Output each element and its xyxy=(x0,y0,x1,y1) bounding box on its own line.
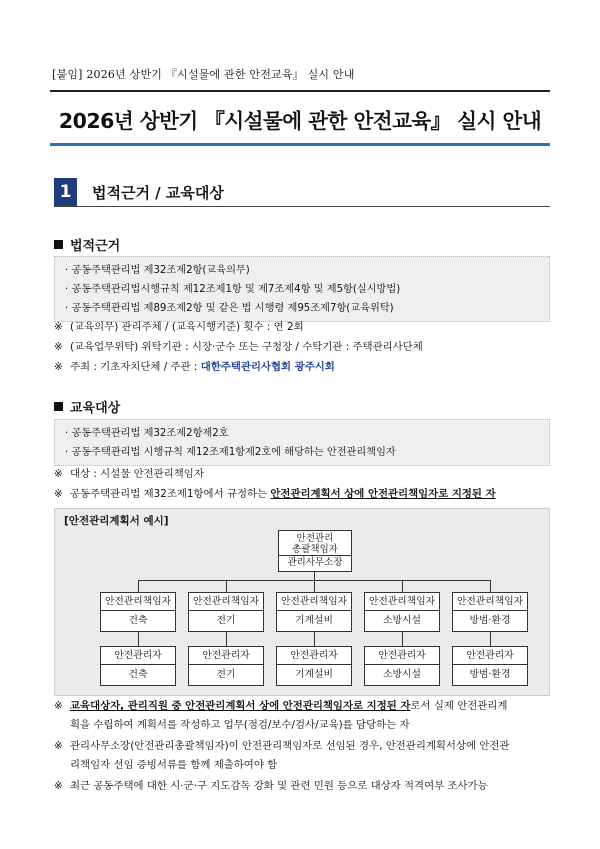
staff-box: 안전관리자 기계설비 xyxy=(276,646,352,686)
list-item: · 공동주택관리법 제32조제2항제2호 xyxy=(65,428,229,439)
staff-box: 안전관리자 건축 xyxy=(100,646,176,686)
org-chart-title: [안전관리계획서 예시] xyxy=(64,515,169,527)
reference-mark-icon: ※ xyxy=(54,740,63,752)
footnote-1: ※ 교육대상자, 관리직원 중 안전관리계획서 상에 안전관리책임자로 지정된 자로서 실제 안전관리계 xyxy=(54,697,554,716)
highlighted-text: 교육대상자, 관리직원 중 안전관리계획서 상에 안전관리책임자로 지정된 자 xyxy=(70,700,411,712)
footnote-3: ※ 최근 공동주택에 대한 시·군·구 지도감독 강화 및 관련 민원 등으로 대상자 적격여부 조사가능 xyxy=(54,777,554,796)
list-item: · 공동주택관리법시행규칙 제12조제1항 및 제7조제4항 및 제5항(실시방법) xyxy=(65,284,401,295)
connector-line xyxy=(402,632,403,646)
footnote-2-cont: 리책임자 선임 증빙서류를 함께 제출하여야 함 xyxy=(70,759,278,771)
connector-line xyxy=(138,632,139,646)
section-rule xyxy=(54,206,550,207)
square-bullet-icon xyxy=(54,402,63,411)
staff-box: 안전관리자 방범·환경 xyxy=(452,646,528,686)
section-number: 1 xyxy=(54,178,77,206)
connector-line xyxy=(226,632,227,646)
connector-line xyxy=(490,580,491,592)
connector-line xyxy=(314,580,315,592)
reference-mark-icon: ※ xyxy=(54,361,63,373)
connector-line xyxy=(314,572,315,580)
connector-line xyxy=(226,580,227,592)
list-item: · 공동주택관리법 제89조제2항 및 같은 법 시행령 제95조제7항(교육위탁) xyxy=(65,303,394,314)
list-item: · 공동주택관리법 제32조제2항(교육의무) xyxy=(65,265,250,276)
page-title: 2026년 상반기 『시설물에 관한 안전교육』 실시 안내 xyxy=(58,109,542,133)
org-top-box: 안전관리 총괄책임자 관리사무소장 xyxy=(278,530,352,572)
title-underline xyxy=(50,143,550,146)
reference-mark-icon: ※ xyxy=(54,341,63,353)
reference-mark-icon: ※ xyxy=(54,468,63,480)
footnote-1-cont: 획을 수립하여 계획서를 작성하고 업무(점검/보수/검사/교육)를 담당하는 자 xyxy=(70,719,410,731)
manager-box: 안전관리책임자 방범·환경 xyxy=(452,592,528,632)
legal-note-3: ※ 주최 : 기초자치단체 / 주관 : 대한주택관리사협회 광주시회 xyxy=(54,358,335,377)
reference-mark-icon: ※ xyxy=(54,780,63,792)
connector-line xyxy=(314,632,315,646)
connector-line xyxy=(138,580,139,592)
target-note-2: ※ 공동주택관리법 제32조제1항에서 규정하는 안전관리계획서 상에 안전관리책임자로 지정된 자 xyxy=(54,485,496,504)
reference-mark-icon: ※ xyxy=(54,700,63,712)
manager-box: 안전관리책임자 소방시설 xyxy=(364,592,440,632)
organizer-name: 대한주택관리사협회 광주시회 xyxy=(200,361,335,373)
square-bullet-icon xyxy=(54,240,63,249)
staff-box: 안전관리자 소방시설 xyxy=(364,646,440,686)
manager-box: 안전관리책임자 전기 xyxy=(188,592,264,632)
connector-line xyxy=(402,580,403,592)
section-title: 법적근거 / 교육대상 xyxy=(92,184,224,202)
target-note-1: ※ 대상 : 시설물 안전관리책임자 xyxy=(54,465,204,484)
footnote-2: ※ 관리사무소장(안전관리총괄책임자)이 안전관리책임자로 선임된 경우, 안전관리계획서상에 안전관 xyxy=(54,737,554,756)
manager-box: 안전관리책임자 건축 xyxy=(100,592,176,632)
legal-basis-box xyxy=(54,256,550,322)
legal-heading: 법적근거 xyxy=(54,235,120,254)
attachment-label: [붙임] 2026년 상반기 『시설물에 관한 안전교육』 실시 안내 xyxy=(52,68,355,81)
connector-line xyxy=(490,632,491,646)
reference-mark-icon: ※ xyxy=(54,321,63,333)
reference-mark-icon: ※ xyxy=(54,488,63,500)
target-heading: 교육대상 xyxy=(54,397,120,416)
legal-note-2: ※ (교육업무위탁) 위탁기관 : 시장·군수 또는 구청장 / 수탁기관 : 주택관리사단체 xyxy=(54,338,423,357)
top-rule xyxy=(50,90,550,92)
list-item: · 공동주택관리법 시행규칙 제12조제1항제2호에 해당하는 안전관리책임자 xyxy=(65,447,396,458)
target-box xyxy=(54,419,550,466)
legal-note-1: ※ (교육의무) 관리주체 / (교육시행기준) 횟수 : 연 2회 xyxy=(54,318,304,337)
manager-box: 안전관리책임자 기계설비 xyxy=(276,592,352,632)
highlighted-text: 안전관리계획서 상에 안전관리책임자로 지정된 자 xyxy=(270,488,496,500)
staff-box: 안전관리자 전기 xyxy=(188,646,264,686)
